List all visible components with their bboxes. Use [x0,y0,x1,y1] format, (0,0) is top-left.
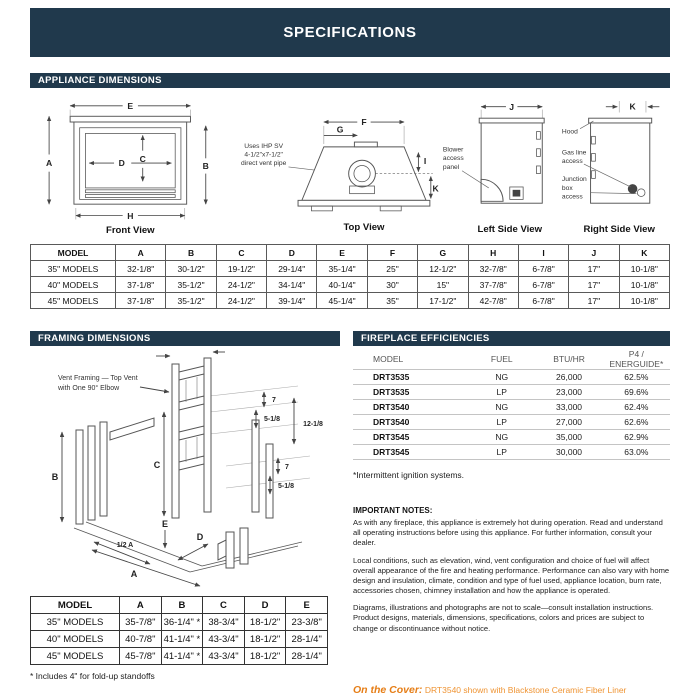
top-vent-tab [355,142,378,147]
table-row [31,293,670,309]
cell: 40-7/8" [120,631,162,648]
front-view-diagram [30,90,235,240]
junction-label-line1: Junction [562,176,587,184]
cell: 45" MODELS [31,648,120,665]
top-view-caption: Top View [343,221,385,233]
framing-dim-d: D [196,532,204,542]
chase-block [179,366,204,380]
cell: 37-7/8" [468,277,518,293]
top-view-diagram [235,90,440,240]
framing-dimensions-header-bar [30,331,340,346]
table-row [353,400,670,415]
important-notes-paragraph: As with any fireplace, this appliance is extremely hot during operation. Read and understand all operating instructions before using this appliance. For further information, consult your dealer. [353,518,663,548]
chase-block [179,396,204,410]
framing-dim-e: E [161,519,169,529]
framing-dim-7-top: 7 [272,397,276,404]
efficiencies-column [353,331,670,696]
cell: NG [468,430,535,445]
bottom-section [30,331,670,696]
column-header: D [267,245,317,261]
cell: 42-7/8" [468,293,518,309]
column-header: B [161,597,203,614]
cell: 40" MODELS [31,277,116,293]
dim-k-label: K [629,101,636,112]
cell: 26,000 [535,370,602,385]
gas-line-access-port [628,184,638,194]
cell: 17" [569,293,619,309]
table-row [353,415,670,430]
top-bottom-lip [298,200,430,206]
column-header: E [317,245,367,261]
table-header-row [31,597,328,614]
dim-c-label: C [139,154,146,165]
table-row [353,445,670,460]
cell: 35-7/8" [120,614,162,631]
appliance-dimensions-table [30,244,670,309]
gas-line-label-line2: access [562,158,583,166]
cell: DRT3545 [353,430,468,445]
cell: 24-1/2" [216,293,266,309]
cell: 39-1/4" [267,293,317,309]
floor-stud [240,528,248,564]
column-header: MODEL [353,349,468,370]
column-header: F [367,245,417,261]
cell: 35" [367,293,417,309]
dim-k-label: K [432,183,440,194]
chase-stud [172,364,179,518]
left-side-view-caption: Left Side View [477,223,542,235]
on-the-cover-text: DRT3540 shown with Blackstone Ceramic Fiber Liner [424,684,627,695]
cell: 17-1/2" [418,293,468,309]
cell: DRT3540 [353,415,468,430]
column-header: G [418,245,468,261]
right-stud [266,444,273,518]
vent-pipe-note-line3: direct vent pipe [241,160,287,167]
cell: 43-3/4" [203,631,245,648]
column-header: H [468,245,518,261]
appliance-diagrams [30,90,670,240]
column-header: D [244,597,286,614]
cell: 34-1/4" [267,277,317,293]
column-header: MODEL [31,245,116,261]
framing-dim-12: 12-1/8 [303,421,323,428]
cell: 29-1/4" [267,261,317,277]
framing-footnote: * Includes 4" for fold-up standoffs [30,671,155,681]
column-header: BTU/HR [535,349,602,370]
cell: 38-3/4" [203,614,245,631]
column-header: A [120,597,162,614]
cell: 45-7/8" [120,648,162,665]
cell: 35,000 [535,430,602,445]
cell: 33,000 [535,400,602,415]
dim-h-label: H [127,210,134,221]
chase-block [179,426,204,440]
column-header: C [216,245,266,261]
framing-dim-c: C [153,460,161,470]
table-row [31,631,328,648]
framing-dim-a: A [130,569,138,579]
column-header: I [518,245,568,261]
table-row [353,430,670,445]
column-header: C [203,597,245,614]
cell: 32-1/8" [116,261,166,277]
cell: NG [468,400,535,415]
appliance-dimensions-header: APPLIANCE DIMENSIONS [38,75,162,86]
cell: LP [468,385,535,400]
cell: 25" [367,261,417,277]
important-notes [353,506,670,634]
dim-j-label: J [509,102,514,113]
right-side-view-caption: Right Side View [583,223,656,235]
framing-dim-half-a: 1/2 A [116,542,134,549]
cell: 6-7/8" [518,293,568,309]
dim-b-label: B [202,160,209,171]
column-header: B [166,245,216,261]
floor-stud [226,532,234,568]
column-header: A [116,245,166,261]
wall-header-beam [110,418,154,440]
cell: DRT3535 [353,370,468,385]
chase-stud [204,358,211,512]
dim-a-label: A [46,157,53,168]
cell: 62.9% [603,430,670,445]
cell: 23,000 [535,385,602,400]
cell: 19-1/2" [216,261,266,277]
cell: 43-3/4" [203,648,245,665]
dim-e-label: E [127,101,134,112]
cell: 18-1/2" [244,614,286,631]
framing-dimensions-table [30,596,328,665]
left-side-view-diagram [441,90,560,240]
important-notes-paragraph: Diagrams, illustrations and photographs are not to scale—consult installation instructions. Product designs, materials, dimensions, specifications, colors and prices are subject to change or discontinuance without notice. [353,603,654,633]
cell: 15" [418,277,468,293]
framing-dim-5-top: 5-1/8 [264,416,280,423]
right-top-lip [589,118,652,123]
chase-block [179,456,204,470]
cell: 37-1/8" [116,293,166,309]
cell: DRT3535 [353,385,468,400]
dim-f-label: F [361,116,367,127]
cell: 23-3/8" [286,614,328,631]
framing-column [30,331,340,696]
cell: LP [468,415,535,430]
important-notes-title: IMPORTANT NOTES: [353,506,433,515]
table-row [31,648,328,665]
column-header: MODEL [31,597,120,614]
right-side-view-diagram [560,90,670,240]
cell: 63.0% [603,445,670,460]
column-header: K [619,245,669,261]
right-stud [252,420,259,512]
hood-label: Hood [562,128,579,136]
wall-stud [76,430,83,524]
top-foot [312,206,333,211]
vent-collar-outer [349,160,376,187]
cell: 30,000 [535,445,602,460]
cell: 24-1/2" [216,277,266,293]
blower-label-line1: Blower [442,146,464,154]
vent-framing-note-line2: with One 90° Elbow [58,385,120,392]
cell: 32-7/8" [468,261,518,277]
column-header: J [569,245,619,261]
column-header: P4 / ENERGUIDE* [603,349,670,370]
blower-label-line2: access [442,155,464,163]
cell: 35-1/2" [166,293,216,309]
cell: 35" MODELS [31,261,116,277]
cell: 62.4% [603,400,670,415]
cell: 18-1/2" [244,631,286,648]
table-header-row [31,245,670,261]
cell: 62.5% [603,370,670,385]
table-header-row [353,349,670,370]
framing-dim-b: B [51,472,59,482]
vent-pipe-note-line1: Uses IHP SV [244,142,284,150]
ignition-note: *Intermittent ignition systems. [353,470,465,480]
cell: LP [468,445,535,460]
cell: 36-1/4" * [161,614,203,631]
top-foot [381,206,402,211]
cell: 62.6% [603,415,670,430]
cell: 37-1/8" [116,277,166,293]
cell: 45-1/4" [317,293,367,309]
dim-i-label: I [424,156,427,167]
fireplace-efficiencies-header: FIREPLACE EFFICIENCIES [361,333,490,344]
cell: 35-1/4" [317,261,367,277]
fireplace-efficiencies-table [353,349,670,460]
cell: 10-1/8" [619,261,669,277]
cell: 69.6% [603,385,670,400]
junction-label-line2: box [562,184,573,192]
cell: 27,000 [535,415,602,430]
cell: NG [468,370,535,385]
cell: 30" [367,277,417,293]
cell: 18-1/2" [244,648,286,665]
cell: 40" MODELS [31,631,120,648]
on-the-cover-label: On the Cover: [353,683,423,696]
cell: 28-1/4" [286,648,328,665]
cell: 41-1/4" * [161,648,203,665]
cell: 41-1/4" * [161,631,203,648]
cell: 6-7/8" [518,277,568,293]
important-notes-paragraph: Local conditions, such as elevation, wind, vent configuration and choice of fuel will affect overall appearance of the fire and heating performance. Performance can also vary with home design and insulation, climate, condition and type of fuel used, appliance location, burn rate, accessories chosen, chimney installation and how the appliance is operated. [353,555,670,596]
cell: 45" MODELS [31,293,116,309]
page-title-bar [30,8,670,57]
table-row [31,261,670,277]
table-row [353,385,670,400]
cell: 28-1/4" [286,631,328,648]
cell: 40-1/4" [317,277,367,293]
framing-dim-7-bot: 7 [285,464,289,471]
cell: 10-1/8" [619,293,669,309]
fireplace-efficiencies-header-bar [353,331,670,346]
on-the-cover-line [353,684,670,696]
table-row [353,370,670,385]
cell: 10-1/8" [619,277,669,293]
right-body [591,123,650,203]
gas-line-label-line1: Gas line [562,149,587,157]
cell: 6-7/8" [518,261,568,277]
page-title: SPECIFICATIONS [283,24,417,41]
cell: DRT3545 [353,445,468,460]
cell: 17" [569,261,619,277]
vent-framing-note-line1: Vent Framing — Top Vent [58,375,138,382]
framing-dimensions-header: FRAMING DIMENSIONS [38,333,151,344]
column-header: E [286,597,328,614]
vent-pipe-note-line2: 4-1/2"x7-1/2" [244,151,284,159]
framing-dim-5-bot: 5-1/8 [278,483,294,490]
cell: 35" MODELS [31,614,120,631]
table-row [31,277,670,293]
floor-block [218,540,226,560]
cell: DRT3540 [353,400,468,415]
cell: 35-1/2" [166,277,216,293]
wall-stud [100,422,107,516]
dim-d-label: D [118,157,125,168]
front-view-caption: Front View [105,224,155,236]
blower-label-line3: panel [442,163,459,171]
left-junction-box-detail [512,190,520,197]
junction-label-line3: access [562,193,583,201]
cell: 12-1/2" [418,261,468,277]
appliance-dimensions-header-bar [30,73,670,88]
framing-diagram [30,346,340,589]
front-top-lip [70,116,190,122]
left-top-lip [479,118,544,123]
column-header: FUEL [468,349,535,370]
table-row [31,614,328,631]
cell: 17" [569,277,619,293]
cell: 30-1/2" [166,261,216,277]
dim-g-label: G [337,124,344,135]
wall-stud [88,426,95,520]
